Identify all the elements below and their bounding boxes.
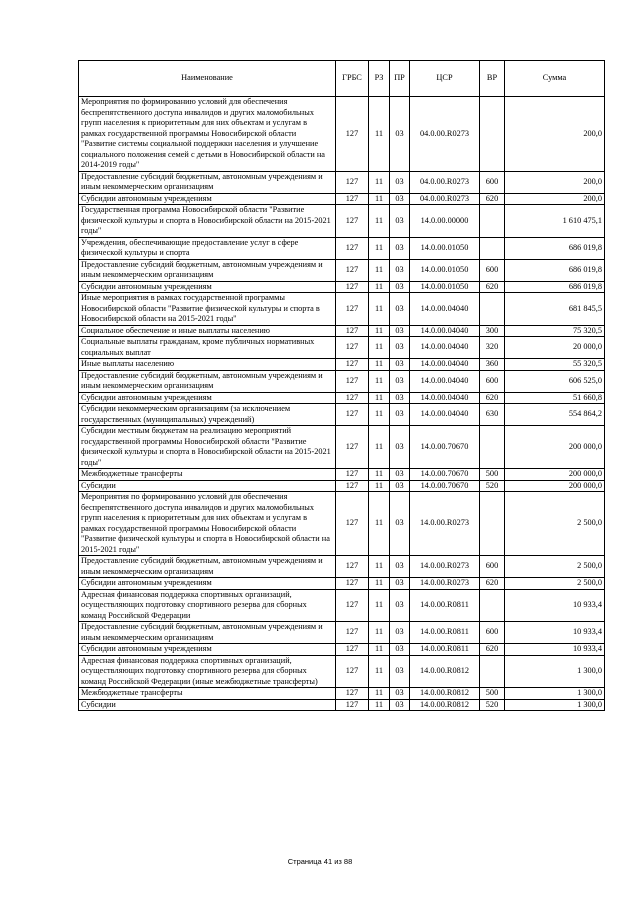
cell-name: Субсидии: [79, 480, 336, 492]
cell-sum: 1 610 475,1: [505, 205, 605, 238]
cell-name: Субсидии автономным учреждениям: [79, 578, 336, 590]
cell-vr: 600: [480, 622, 505, 644]
cell-vr: 630: [480, 404, 505, 426]
cell-csr: 14.0.00.R0811: [410, 589, 480, 622]
cell-csr: 14.0.00.70670: [410, 480, 480, 492]
cell-pr: 03: [390, 469, 410, 481]
cell-grbs: 127: [336, 426, 369, 469]
cell-name: Предоставление субсидий бюджетным, автономным учреждениям и иным некоммерческим организациям: [79, 622, 336, 644]
cell-name: Межбюджетные трансферты: [79, 469, 336, 481]
cell-rz: 11: [369, 688, 390, 700]
header-grbs: ГРБС: [336, 61, 369, 97]
cell-grbs: 127: [336, 370, 369, 392]
cell-rz: 11: [369, 404, 390, 426]
cell-vr: 520: [480, 699, 505, 711]
cell-pr: 03: [390, 556, 410, 578]
cell-name: Адресная финансовая поддержка спортивных организаций, осуществляющих подготовку спортивного резерва для сборных команд Российской Федерации: [79, 589, 336, 622]
cell-csr: 04.0.00.R0273: [410, 97, 480, 172]
cell-vr: 620: [480, 578, 505, 590]
cell-pr: 03: [390, 337, 410, 359]
cell-name: Государственная программа Новосибирской области "Развитие физической культуры и спорта в Новосибирской области на 2015-2021 годы": [79, 205, 336, 238]
table-row: [79, 480, 605, 492]
cell-grbs: 127: [336, 556, 369, 578]
cell-grbs: 127: [336, 589, 369, 622]
table-row: [79, 492, 605, 556]
cell-rz: 11: [369, 259, 390, 281]
cell-csr: 14.0.00.04040: [410, 392, 480, 404]
table-row: [79, 259, 605, 281]
cell-csr: 14.0.00.01050: [410, 259, 480, 281]
table-row: [79, 359, 605, 371]
cell-rz: 11: [369, 622, 390, 644]
cell-vr: 520: [480, 480, 505, 492]
cell-rz: 11: [369, 492, 390, 556]
cell-pr: 03: [390, 325, 410, 337]
table-row: [79, 337, 605, 359]
cell-rz: 11: [369, 97, 390, 172]
cell-pr: 03: [390, 171, 410, 193]
cell-name: Предоставление субсидий бюджетным, автономным учреждениям и иным некоммерческим организациям: [79, 259, 336, 281]
cell-grbs: 127: [336, 469, 369, 481]
cell-csr: 14.0.00.04040: [410, 359, 480, 371]
cell-rz: 11: [369, 205, 390, 238]
cell-name: Субсидии местным бюджетам на реализацию мероприятий государственной программы Новосибирской области "Развитие физической культуры и спорта в Новосибирской области на 2015-2021 годы": [79, 426, 336, 469]
cell-name: Социальное обеспечение и иные выплаты населению: [79, 325, 336, 337]
cell-sum: 686 019,8: [505, 237, 605, 259]
cell-sum: 554 864,2: [505, 404, 605, 426]
cell-vr: [480, 237, 505, 259]
cell-vr: 600: [480, 171, 505, 193]
cell-rz: 11: [369, 325, 390, 337]
table-row: [79, 622, 605, 644]
cell-name: Субсидии автономным учреждениям: [79, 392, 336, 404]
cell-sum: 200,0: [505, 171, 605, 193]
table-body: [79, 97, 605, 711]
cell-csr: 14.0.00.04040: [410, 293, 480, 326]
cell-csr: 14.0.00.R0811: [410, 622, 480, 644]
cell-rz: 11: [369, 589, 390, 622]
cell-grbs: 127: [336, 359, 369, 371]
cell-name: Субсидии: [79, 699, 336, 711]
cell-csr: 14.0.00.01050: [410, 237, 480, 259]
cell-pr: 03: [390, 281, 410, 293]
cell-vr: 300: [480, 325, 505, 337]
cell-name: Иные мероприятия в рамках государственной программы Новосибирской области "Развитие физической культуры и спорта в Новосибирской области на 2015-2021 годы": [79, 293, 336, 326]
cell-vr: [480, 492, 505, 556]
table-row: [79, 644, 605, 656]
cell-grbs: 127: [336, 480, 369, 492]
table-row: [79, 325, 605, 337]
cell-name: Межбюджетные трансферты: [79, 688, 336, 700]
cell-name: Учреждения, обеспечивающие предоставление услуг в сфере физической культуры и спорта: [79, 237, 336, 259]
cell-name: Субсидии автономным учреждениям: [79, 193, 336, 205]
cell-grbs: 127: [336, 688, 369, 700]
header-rz: РЗ: [369, 61, 390, 97]
cell-sum: 10 933,4: [505, 644, 605, 656]
cell-sum: 200,0: [505, 97, 605, 172]
table-row: [79, 171, 605, 193]
cell-vr: [480, 97, 505, 172]
cell-csr: 14.0.00.01050: [410, 281, 480, 293]
cell-grbs: 127: [336, 644, 369, 656]
table-row: [79, 97, 605, 172]
cell-csr: 14.0.00.00000: [410, 205, 480, 238]
cell-sum: 606 525,0: [505, 370, 605, 392]
cell-rz: 11: [369, 699, 390, 711]
cell-rz: 11: [369, 293, 390, 326]
cell-sum: 2 500,0: [505, 556, 605, 578]
cell-pr: 03: [390, 589, 410, 622]
cell-csr: 14.0.00.04040: [410, 337, 480, 359]
cell-name: Иные выплаты населению: [79, 359, 336, 371]
cell-sum: 681 845,5: [505, 293, 605, 326]
cell-csr: 14.0.00.R0273: [410, 578, 480, 590]
cell-sum: 20 000,0: [505, 337, 605, 359]
cell-sum: 10 933,4: [505, 589, 605, 622]
table-row: [79, 281, 605, 293]
header-sum: Сумма: [505, 61, 605, 97]
cell-pr: 03: [390, 480, 410, 492]
cell-grbs: 127: [336, 578, 369, 590]
header-vr: ВР: [480, 61, 505, 97]
cell-name: Субсидии автономным учреждениям: [79, 644, 336, 656]
cell-grbs: 127: [336, 655, 369, 688]
cell-name: Мероприятия по формированию условий для обеспечения беспрепятственного доступа инвалидов и других маломобильных групп населения к приоритетным для них объектам и услугам в рамках государственной программы Новосибирской области "Развитие системы социальной поддержки населения и улучшение социального положения семей с детьми в Новосибирской области на 2014-2019 годы": [79, 97, 336, 172]
cell-pr: 03: [390, 578, 410, 590]
cell-pr: 03: [390, 370, 410, 392]
cell-name: Субсидии автономным учреждениям: [79, 281, 336, 293]
cell-sum: 1 300,0: [505, 688, 605, 700]
cell-grbs: 127: [336, 622, 369, 644]
cell-rz: 11: [369, 171, 390, 193]
cell-grbs: 127: [336, 97, 369, 172]
cell-pr: 03: [390, 193, 410, 205]
cell-pr: 03: [390, 404, 410, 426]
cell-sum: 2 500,0: [505, 492, 605, 556]
cell-sum: 10 933,4: [505, 622, 605, 644]
cell-sum: 200 000,0: [505, 426, 605, 469]
cell-rz: 11: [369, 480, 390, 492]
cell-pr: 03: [390, 655, 410, 688]
cell-rz: 11: [369, 359, 390, 371]
cell-pr: 03: [390, 97, 410, 172]
cell-sum: 2 500,0: [505, 578, 605, 590]
cell-sum: 1 300,0: [505, 699, 605, 711]
page-footer: Страница 41 из 88: [287, 857, 353, 866]
cell-name: Адресная финансовая поддержка спортивных организаций, осуществляющих подготовку спортивного резерва для сборных команд Российской Федерации (иные межбюджетные трансферты): [79, 655, 336, 688]
cell-pr: 03: [390, 392, 410, 404]
cell-grbs: 127: [336, 337, 369, 359]
cell-sum: 200 000,0: [505, 480, 605, 492]
table-row: [79, 699, 605, 711]
header-name: Наименование: [79, 61, 336, 97]
cell-csr: 14.0.00.R0812: [410, 655, 480, 688]
budget-table: [78, 60, 605, 711]
cell-rz: 11: [369, 556, 390, 578]
table-row: [79, 370, 605, 392]
cell-rz: 11: [369, 370, 390, 392]
cell-rz: 11: [369, 655, 390, 688]
cell-sum: 686 019,8: [505, 281, 605, 293]
cell-name: Предоставление субсидий бюджетным, автономным учреждениям и иным некоммерческим организациям: [79, 171, 336, 193]
table-row: [79, 193, 605, 205]
cell-pr: 03: [390, 688, 410, 700]
cell-vr: 320: [480, 337, 505, 359]
cell-pr: 03: [390, 205, 410, 238]
cell-name: Мероприятия по формированию условий для обеспечения беспрепятственного доступа инвалидов и других маломобильных групп населения к приоритетным для них объектам и услугам в рамках государственной программы Новосибирской области "Развитие физической культуры и спорта в Новосибирской области на 2015-2021 годы": [79, 492, 336, 556]
cell-vr: [480, 293, 505, 326]
cell-rz: 11: [369, 644, 390, 656]
table-row: [79, 589, 605, 622]
cell-sum: 1 300,0: [505, 655, 605, 688]
cell-grbs: 127: [336, 205, 369, 238]
cell-grbs: 127: [336, 492, 369, 556]
cell-csr: 14.0.00.R0811: [410, 644, 480, 656]
cell-vr: 620: [480, 644, 505, 656]
cell-csr: 14.0.00.R0273: [410, 556, 480, 578]
cell-sum: 200 000,0: [505, 469, 605, 481]
cell-grbs: 127: [336, 171, 369, 193]
cell-vr: 620: [480, 392, 505, 404]
cell-vr: 500: [480, 688, 505, 700]
table-row: [79, 293, 605, 326]
cell-vr: 600: [480, 556, 505, 578]
cell-grbs: 127: [336, 404, 369, 426]
cell-csr: 14.0.00.R0812: [410, 699, 480, 711]
cell-pr: 03: [390, 259, 410, 281]
cell-name: Предоставление субсидий бюджетным, автономным учреждениям и иным некоммерческим организациям: [79, 556, 336, 578]
cell-grbs: 127: [336, 281, 369, 293]
cell-pr: 03: [390, 237, 410, 259]
cell-csr: 04.0.00.R0273: [410, 171, 480, 193]
cell-csr: 14.0.00.04040: [410, 404, 480, 426]
cell-grbs: 127: [336, 237, 369, 259]
cell-vr: 620: [480, 281, 505, 293]
table-row: [79, 205, 605, 238]
cell-vr: 360: [480, 359, 505, 371]
cell-grbs: 127: [336, 293, 369, 326]
table-row: [79, 655, 605, 688]
table-row: [79, 426, 605, 469]
table-row: [79, 404, 605, 426]
cell-csr: 14.0.00.70670: [410, 426, 480, 469]
cell-pr: 03: [390, 644, 410, 656]
cell-rz: 11: [369, 426, 390, 469]
table-row: [79, 688, 605, 700]
cell-vr: [480, 655, 505, 688]
cell-rz: 11: [369, 281, 390, 293]
cell-name: Субсидии некоммерческим организациям (за исключением государственных (муниципальных) учреждений): [79, 404, 336, 426]
cell-name: Социальные выплаты гражданам, кроме публичных нормативных социальных выплат: [79, 337, 336, 359]
cell-csr: 14.0.00.R0812: [410, 688, 480, 700]
table-row: [79, 469, 605, 481]
cell-vr: 500: [480, 469, 505, 481]
cell-grbs: 127: [336, 259, 369, 281]
cell-grbs: 127: [336, 392, 369, 404]
header-pr: ПР: [390, 61, 410, 97]
table-header-row: [79, 61, 605, 97]
cell-csr: 04.0.00.R0273: [410, 193, 480, 205]
cell-vr: [480, 589, 505, 622]
cell-pr: 03: [390, 426, 410, 469]
cell-sum: 686 019,8: [505, 259, 605, 281]
cell-vr: 600: [480, 259, 505, 281]
cell-pr: 03: [390, 293, 410, 326]
cell-pr: 03: [390, 699, 410, 711]
cell-csr: 14.0.00.70670: [410, 469, 480, 481]
table-row: [79, 392, 605, 404]
header-csr: ЦСР: [410, 61, 480, 97]
table-row: [79, 578, 605, 590]
cell-sum: 75 320,5: [505, 325, 605, 337]
table-row: [79, 237, 605, 259]
cell-csr: 14.0.00.04040: [410, 370, 480, 392]
table-row: [79, 556, 605, 578]
cell-rz: 11: [369, 337, 390, 359]
cell-grbs: 127: [336, 699, 369, 711]
cell-vr: 600: [480, 370, 505, 392]
cell-rz: 11: [369, 193, 390, 205]
cell-pr: 03: [390, 622, 410, 644]
cell-grbs: 127: [336, 325, 369, 337]
cell-pr: 03: [390, 492, 410, 556]
cell-vr: [480, 205, 505, 238]
cell-vr: [480, 426, 505, 469]
cell-grbs: 127: [336, 193, 369, 205]
cell-csr: 14.0.00.R0273: [410, 492, 480, 556]
cell-csr: 14.0.00.04040: [410, 325, 480, 337]
cell-rz: 11: [369, 578, 390, 590]
cell-sum: 200,0: [505, 193, 605, 205]
cell-sum: 55 320,5: [505, 359, 605, 371]
cell-rz: 11: [369, 237, 390, 259]
cell-vr: 620: [480, 193, 505, 205]
cell-rz: 11: [369, 469, 390, 481]
cell-rz: 11: [369, 392, 390, 404]
cell-pr: 03: [390, 359, 410, 371]
cell-sum: 51 660,8: [505, 392, 605, 404]
cell-name: Предоставление субсидий бюджетным, автономным учреждениям и иным некоммерческим организациям: [79, 370, 336, 392]
